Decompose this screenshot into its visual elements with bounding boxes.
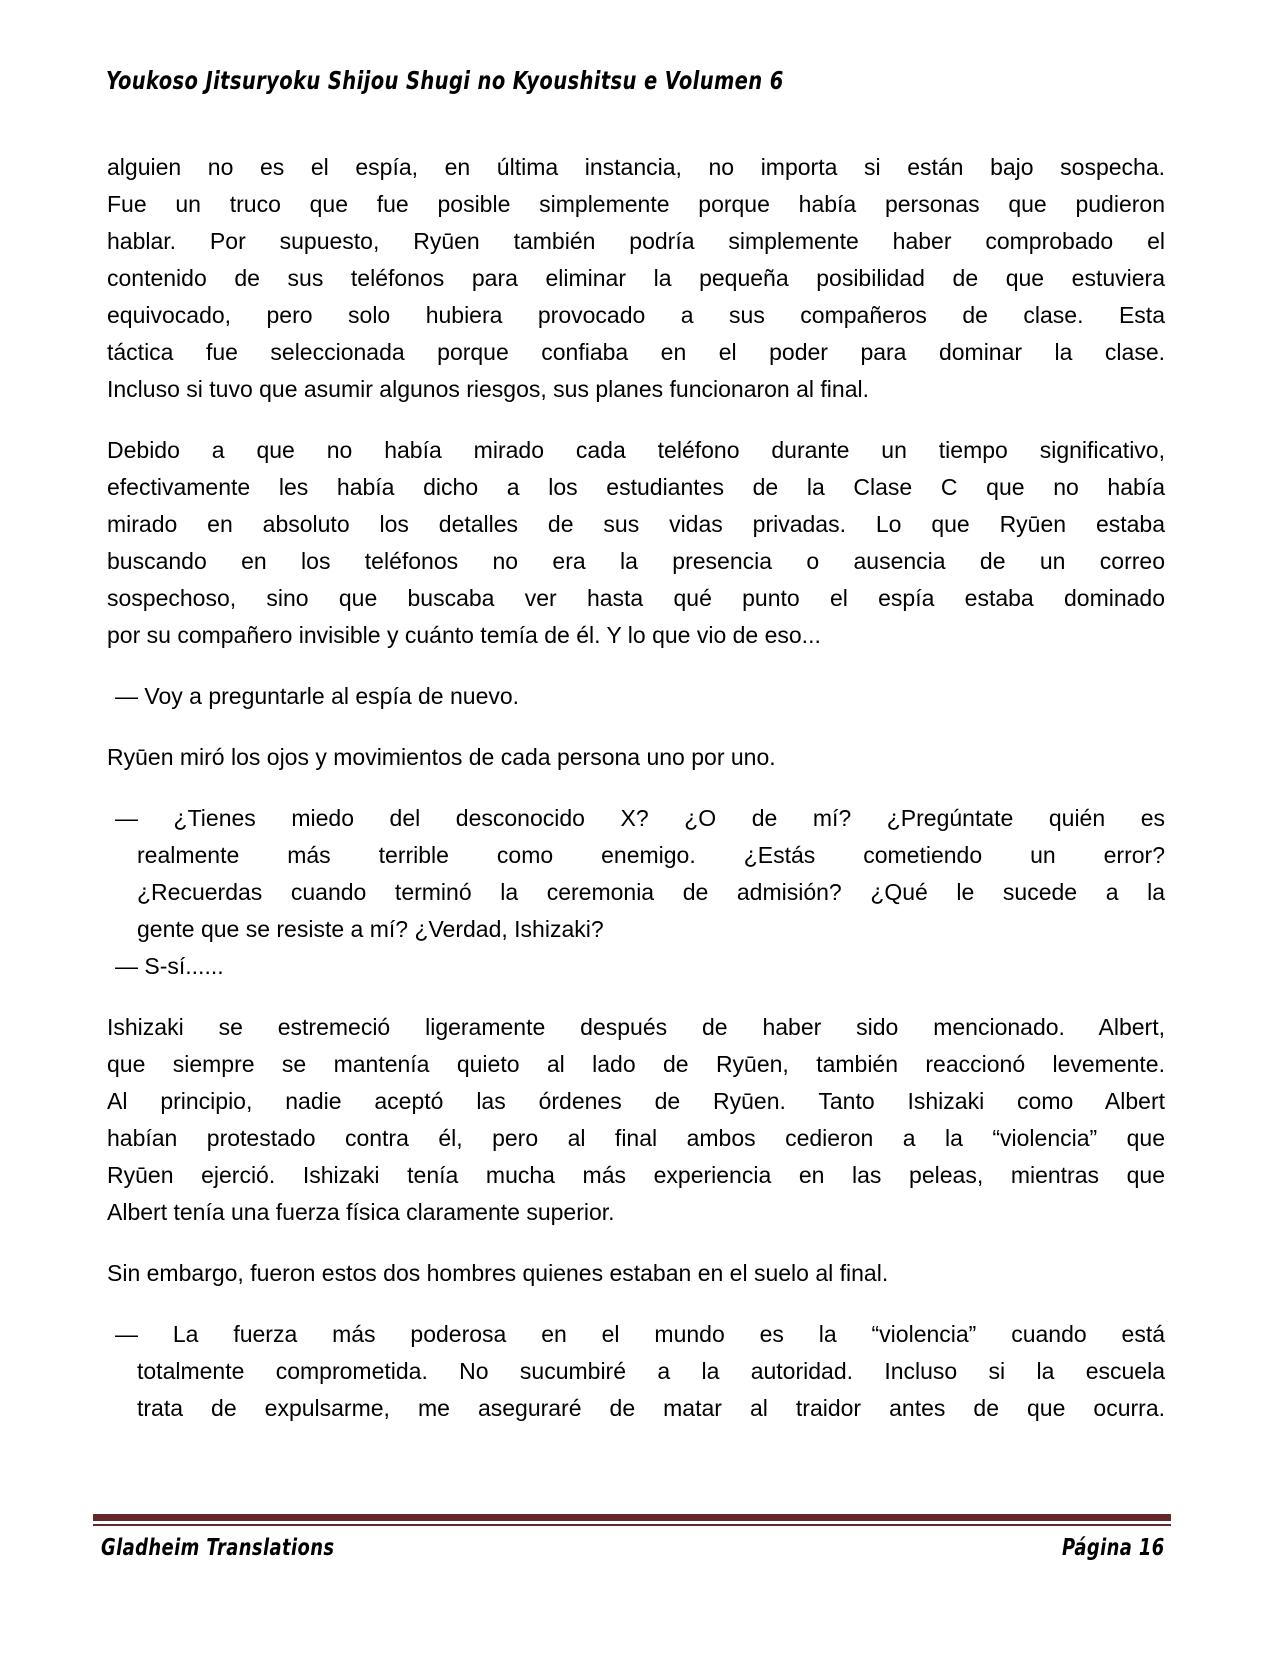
text-line: buscando en los teléfonos no era la presencia o ausencia de un correo (107, 548, 1165, 574)
footer-rule-thin (93, 1524, 1171, 1526)
text-line: — Voy a preguntarle al espía de nuevo. (115, 683, 520, 709)
page-number: Página 16 (1062, 1535, 1165, 1561)
book-title: Youkoso Jitsuryoku Shijou Shugi no Kyoushitsu e Volumen 6 (106, 66, 784, 95)
text-line: contenido de sus teléfonos para eliminar la pequeña posibilidad de que estuviera (107, 265, 1165, 291)
text-line: Incluso si tuvo que asumir algunos riesgos, sus planes funcionaron al final. (107, 376, 869, 402)
footer-row (93, 1535, 1171, 1561)
page-footer (93, 1514, 1171, 1561)
paragraph-3 (107, 1009, 1165, 1231)
text-line: Debido a que no había mirado cada teléfono durante un tiempo significativo, (107, 437, 1165, 463)
dialogue-1 (107, 678, 1165, 715)
narration-2 (107, 1255, 1165, 1292)
text-line: totalmente comprometida. No sucumbiré a la autoridad. Incluso si la escuela (137, 1358, 1165, 1384)
page-body (107, 149, 1165, 1427)
paragraph-1 (107, 149, 1165, 408)
text-line: táctica fue seleccionada porque confiaba en el poder para dominar la clase. (107, 339, 1165, 365)
text-line: Ishizaki se estremeció ligeramente después de haber sido mencionado. Albert, (107, 1014, 1165, 1040)
text-line: gente que se resiste a mí? ¿Verdad, Ishizaki? (137, 916, 604, 942)
text-line: que siempre se mantenía quieto al lado de Ryūen, también reaccionó levemente. (107, 1051, 1165, 1077)
text-line: efectivamente les había dicho a los estudiantes de la Clase C que no había (107, 474, 1165, 500)
translator-credit: Gladheim Translations (101, 1535, 335, 1561)
text-line: hablar. Por supuesto, Ryūen también podría simplemente haber comprobado el (107, 228, 1165, 254)
text-line: Ryūen miró los ojos y movimientos de cada persona uno por uno. (107, 744, 776, 770)
text-line: alguien no es el espía, en última instancia, no importa si están bajo sospecha. (107, 154, 1165, 180)
footer-rule-thick (93, 1514, 1171, 1521)
text-line: ¿Recuerdas cuando terminó la ceremonia de admisión? ¿Qué le sucede a la (137, 879, 1165, 905)
dialogue-3 (107, 1316, 1165, 1427)
text-line: realmente más terrible como enemigo. ¿Estás cometiendo un error? (137, 842, 1165, 868)
text-line: — ¿Tienes miedo del desconocido X? ¿O de mí? ¿Pregúntate quién es (115, 805, 1165, 831)
text-line: Albert tenía una fuerza física claramente superior. (107, 1199, 615, 1225)
text-line: Ryūen ejerció. Ishizaki tenía mucha más experiencia en las peleas, mientras que (107, 1162, 1165, 1188)
text-line: habían protestado contra él, pero al final ambos cedieron a la “violencia” que (107, 1125, 1165, 1151)
page-header (106, 66, 975, 96)
text-line: — La fuerza más poderosa en el mundo es la “violencia” cuando está (115, 1321, 1165, 1347)
text-line: trata de expulsarme, me aseguraré de matar al traidor antes de que ocurra. (137, 1395, 1165, 1421)
dialogue-2 (107, 800, 1165, 985)
text-line: Al principio, nadie aceptó las órdenes de Ryūen. Tanto Ishizaki como Albert (107, 1088, 1165, 1114)
text-line: Fue un truco que fue posible simplemente porque había personas que pudieron (107, 191, 1165, 217)
text-line: mirado en absoluto los detalles de sus vidas privadas. Lo que Ryūen estaba (107, 511, 1165, 537)
paragraph-2 (107, 432, 1165, 654)
text-line: equivocado, pero solo hubiera provocado a sus compañeros de clase. Esta (107, 302, 1165, 328)
text-line: sospechoso, sino que buscaba ver hasta qué punto el espía estaba dominado (107, 585, 1165, 611)
text-line: por su compañero invisible y cuánto temía de él. Y lo que vio de eso... (107, 622, 821, 648)
text-line: Sin embargo, fueron estos dos hombres quienes estaban en el suelo al final. (107, 1260, 889, 1286)
narration-1 (107, 739, 1165, 776)
text-line: — S-sí...... (115, 953, 224, 979)
